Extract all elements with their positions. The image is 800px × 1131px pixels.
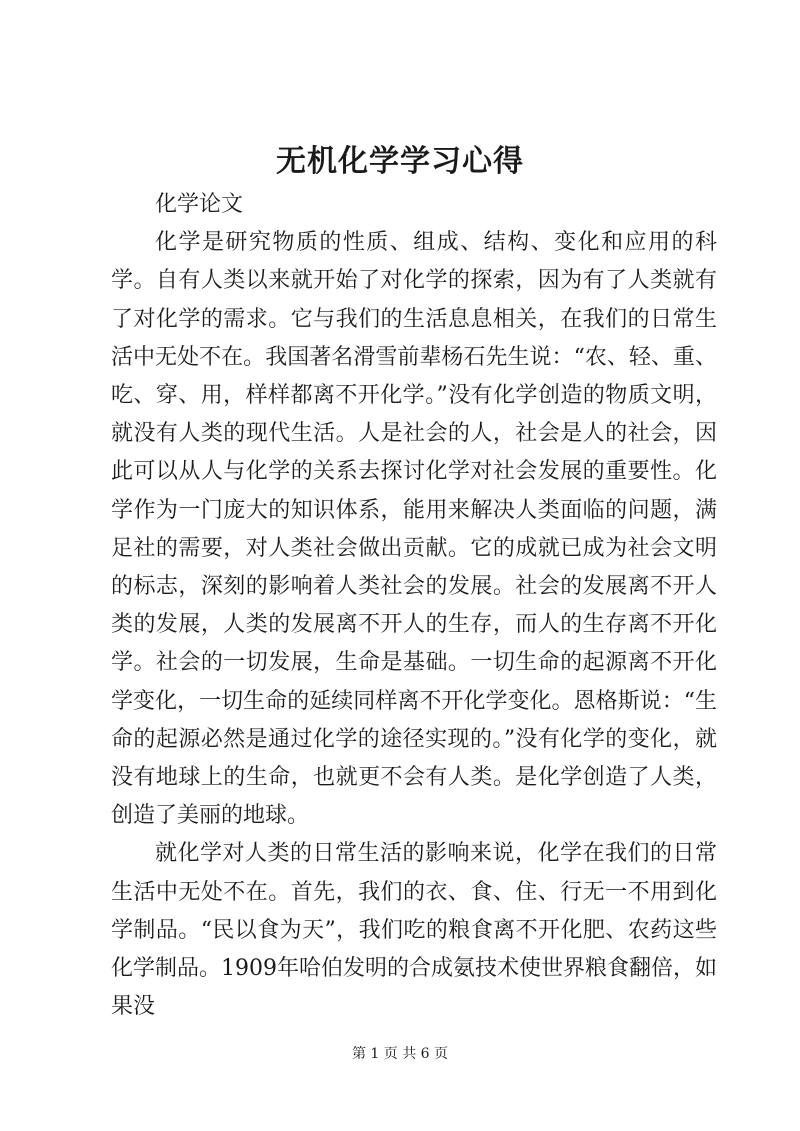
- document-body: [111, 186, 717, 1026]
- page-footer: 第 1 页 共 6 页: [351, 1046, 449, 1062]
- document-title: 无机化学学习心得: [276, 144, 524, 179]
- body-paragraph-2: 就化学对人类的日常生活的影响来说，化学在我们的日常生活中无处不在。首先，我们的衣、食、住、行无一不用到化学制品。“民以食为天”，我们吃的粮食离不开化肥、农药这些化学制品。1909年哈伯发明的合成氨技术使世界粮食翻倍，如果没: [111, 841, 717, 1020]
- body-paragraph-1: 化学是研究物质的性质、组成、结构、变化和应用的科学。自有人类以来就开始了对化学的探索，因为有了人类就有了对化学的需求。它与我们的生活息息相关，在我们的日常生活中无处不在。我国著名滑雪前辈杨石先生说：“农、轻、重、吃、穿、用，样样都离不开化学。”没有化学创造的物质文明，就没有人类的现代生活。人是社会的人，社会是人的社会，因此可以从人与化学的关系去探讨化学对社会发展的重要性。化学作为一门庞大的知识体系，能用来解决人类面临的问题，满足社的需要，对人类社会做出贡献。它的成就已成为社会文明的标志，深刻的影响着人类社会的发展。社会的发展离不开人类的发展，人类的发展离不开人的生存，而人的生存离不开化学。社会的一切发展，生命是基础。一切生命的起源离不开化学变化，一切生命的延续同样离不开化学变化。恩格斯说：“生命的起源必然是通过化学的途径实现的。”没有化学的变化，就没有地球上的生命，也就更不会有人类。是化学创造了人类，创造了美丽的地球。: [111, 230, 717, 829]
- document-subtitle: 化学论文: [155, 192, 244, 217]
